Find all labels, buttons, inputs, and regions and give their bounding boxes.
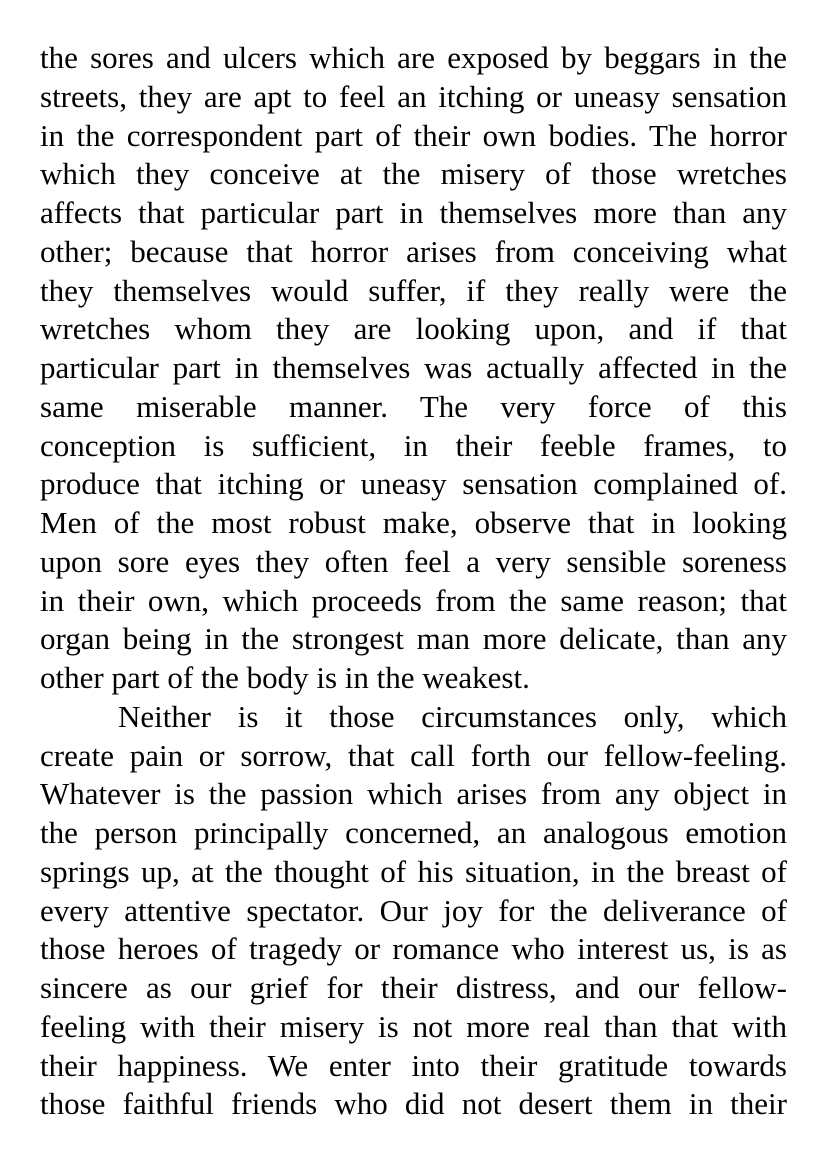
text-line: particular part in themselves was actually affected in the: [40, 350, 787, 385]
text-line: the person principally concerned, an analogous emotion: [40, 815, 787, 850]
text-line: in the correspondent part of their own bodies. The horror: [40, 117, 787, 153]
paragraph-2: [40, 698, 787, 1124]
text-line: the sores and ulcers which are exposed by beggars in the: [40, 40, 787, 75]
text-line: other part of the body is in the weakest.: [40, 660, 530, 695]
text-line: springs up, at the thought of his situation, in the breast of: [40, 853, 787, 889]
paragraph-1: [40, 39, 787, 698]
text-line: in their own, which proceeds from the same reason; that: [40, 582, 787, 618]
text-line: create pain or sorrow, that call forth our fellow-feeling.: [40, 737, 787, 773]
text-line: same miserable manner. The very force of this: [40, 388, 787, 424]
text-line: produce that itching or uneasy sensation complained of.: [40, 466, 787, 502]
text-line: Neither is it those circumstances only, which: [118, 698, 787, 734]
text-line: feeling with their misery is not more real than that with: [40, 1008, 787, 1044]
text-line: streets, they are apt to feel an itching or uneasy sensation: [40, 78, 787, 114]
text-line: they themselves would suffer, if they really were the: [40, 272, 787, 308]
text-line: those faithful friends who did not desert them in their: [40, 1086, 787, 1122]
text-line: other; because that horror arises from conceiving what: [40, 233, 787, 269]
text-line: which they conceive at the misery of those wretches: [40, 156, 787, 192]
text-line: organ being in the strongest man more delicate, than any: [40, 621, 787, 657]
text-line: wretches whom they are looking upon, and if that: [40, 311, 787, 347]
text-line: their happiness. We enter into their gratitude towards: [40, 1047, 787, 1083]
text-line: Whatever is the passion which arises from any object in: [40, 776, 787, 812]
text-line: Men of the most robust make, observe that in looking: [40, 505, 787, 540]
document-page: [40, 39, 787, 1124]
text-line: sincere as our grief for their distress, and our fellow-: [40, 970, 787, 1005]
text-line: conception is sufficient, in their feeble frames, to: [40, 427, 787, 463]
text-line: affects that particular part in themselves more than any: [40, 195, 787, 230]
text-line: those heroes of tragedy or romance who interest us, is as: [40, 931, 787, 967]
text-line: every attentive spectator. Our joy for the deliverance of: [40, 892, 787, 928]
text-line: upon sore eyes they often feel a very sensible soreness: [40, 543, 787, 579]
